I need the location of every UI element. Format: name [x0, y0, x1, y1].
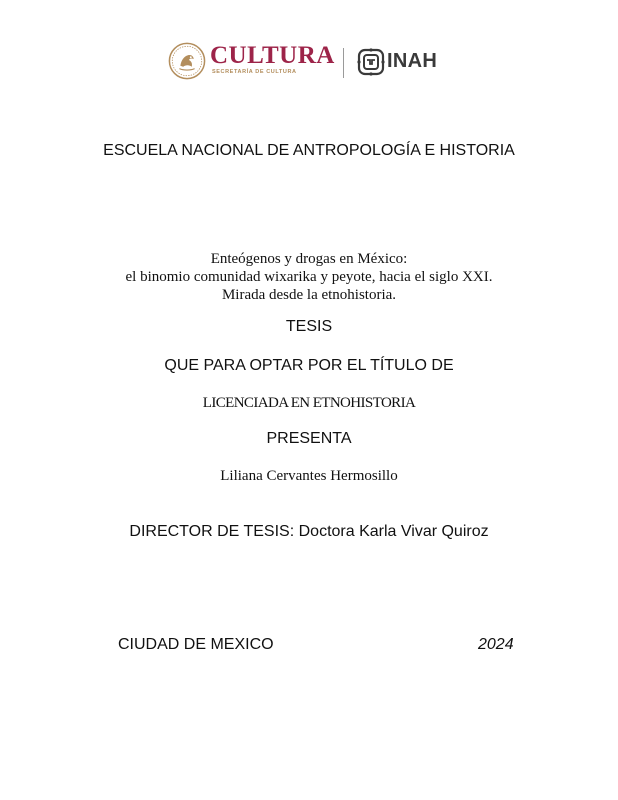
city: CIUDAD DE MEXICO: [118, 636, 274, 653]
cultura-logo-subtitle: SECRETARÍA DE CULTURA: [212, 69, 297, 75]
thesis-title-line-2: el binomio comunidad wixarika y peyote, hacia el siglo XXI.: [125, 269, 493, 285]
year: 2024: [478, 636, 514, 653]
thesis-director: DIRECTOR DE TESIS: Doctora Karla Vivar Quiroz: [129, 523, 489, 540]
thesis-title-line-3: Mirada desde la etnohistoria.: [221, 287, 397, 303]
presents-label: PRESENTA: [266, 430, 352, 447]
degree-title: LICENCIADA EN ETNOHISTORIA: [202, 395, 416, 411]
thesis-title-line-1: Enteógenos y drogas en México:: [210, 251, 408, 267]
author-name: Liliana Cervantes Hermosillo: [220, 468, 398, 484]
degree-purpose: QUE PARA OPTAR POR EL TÍTULO DE: [164, 357, 454, 374]
school-name: ESCUELA NACIONAL DE ANTROPOLOGÍA E HISTORIA: [103, 142, 515, 159]
institution-logos: [168, 40, 458, 84]
mexican-seal-icon: [168, 42, 206, 80]
inah-glyph-icon: [357, 48, 385, 76]
inah-logo-text: INAH: [387, 50, 438, 72]
cultura-logo-text: CULTURA: [210, 42, 335, 69]
logo-divider: [343, 48, 344, 78]
document-type: TESIS: [285, 318, 333, 335]
